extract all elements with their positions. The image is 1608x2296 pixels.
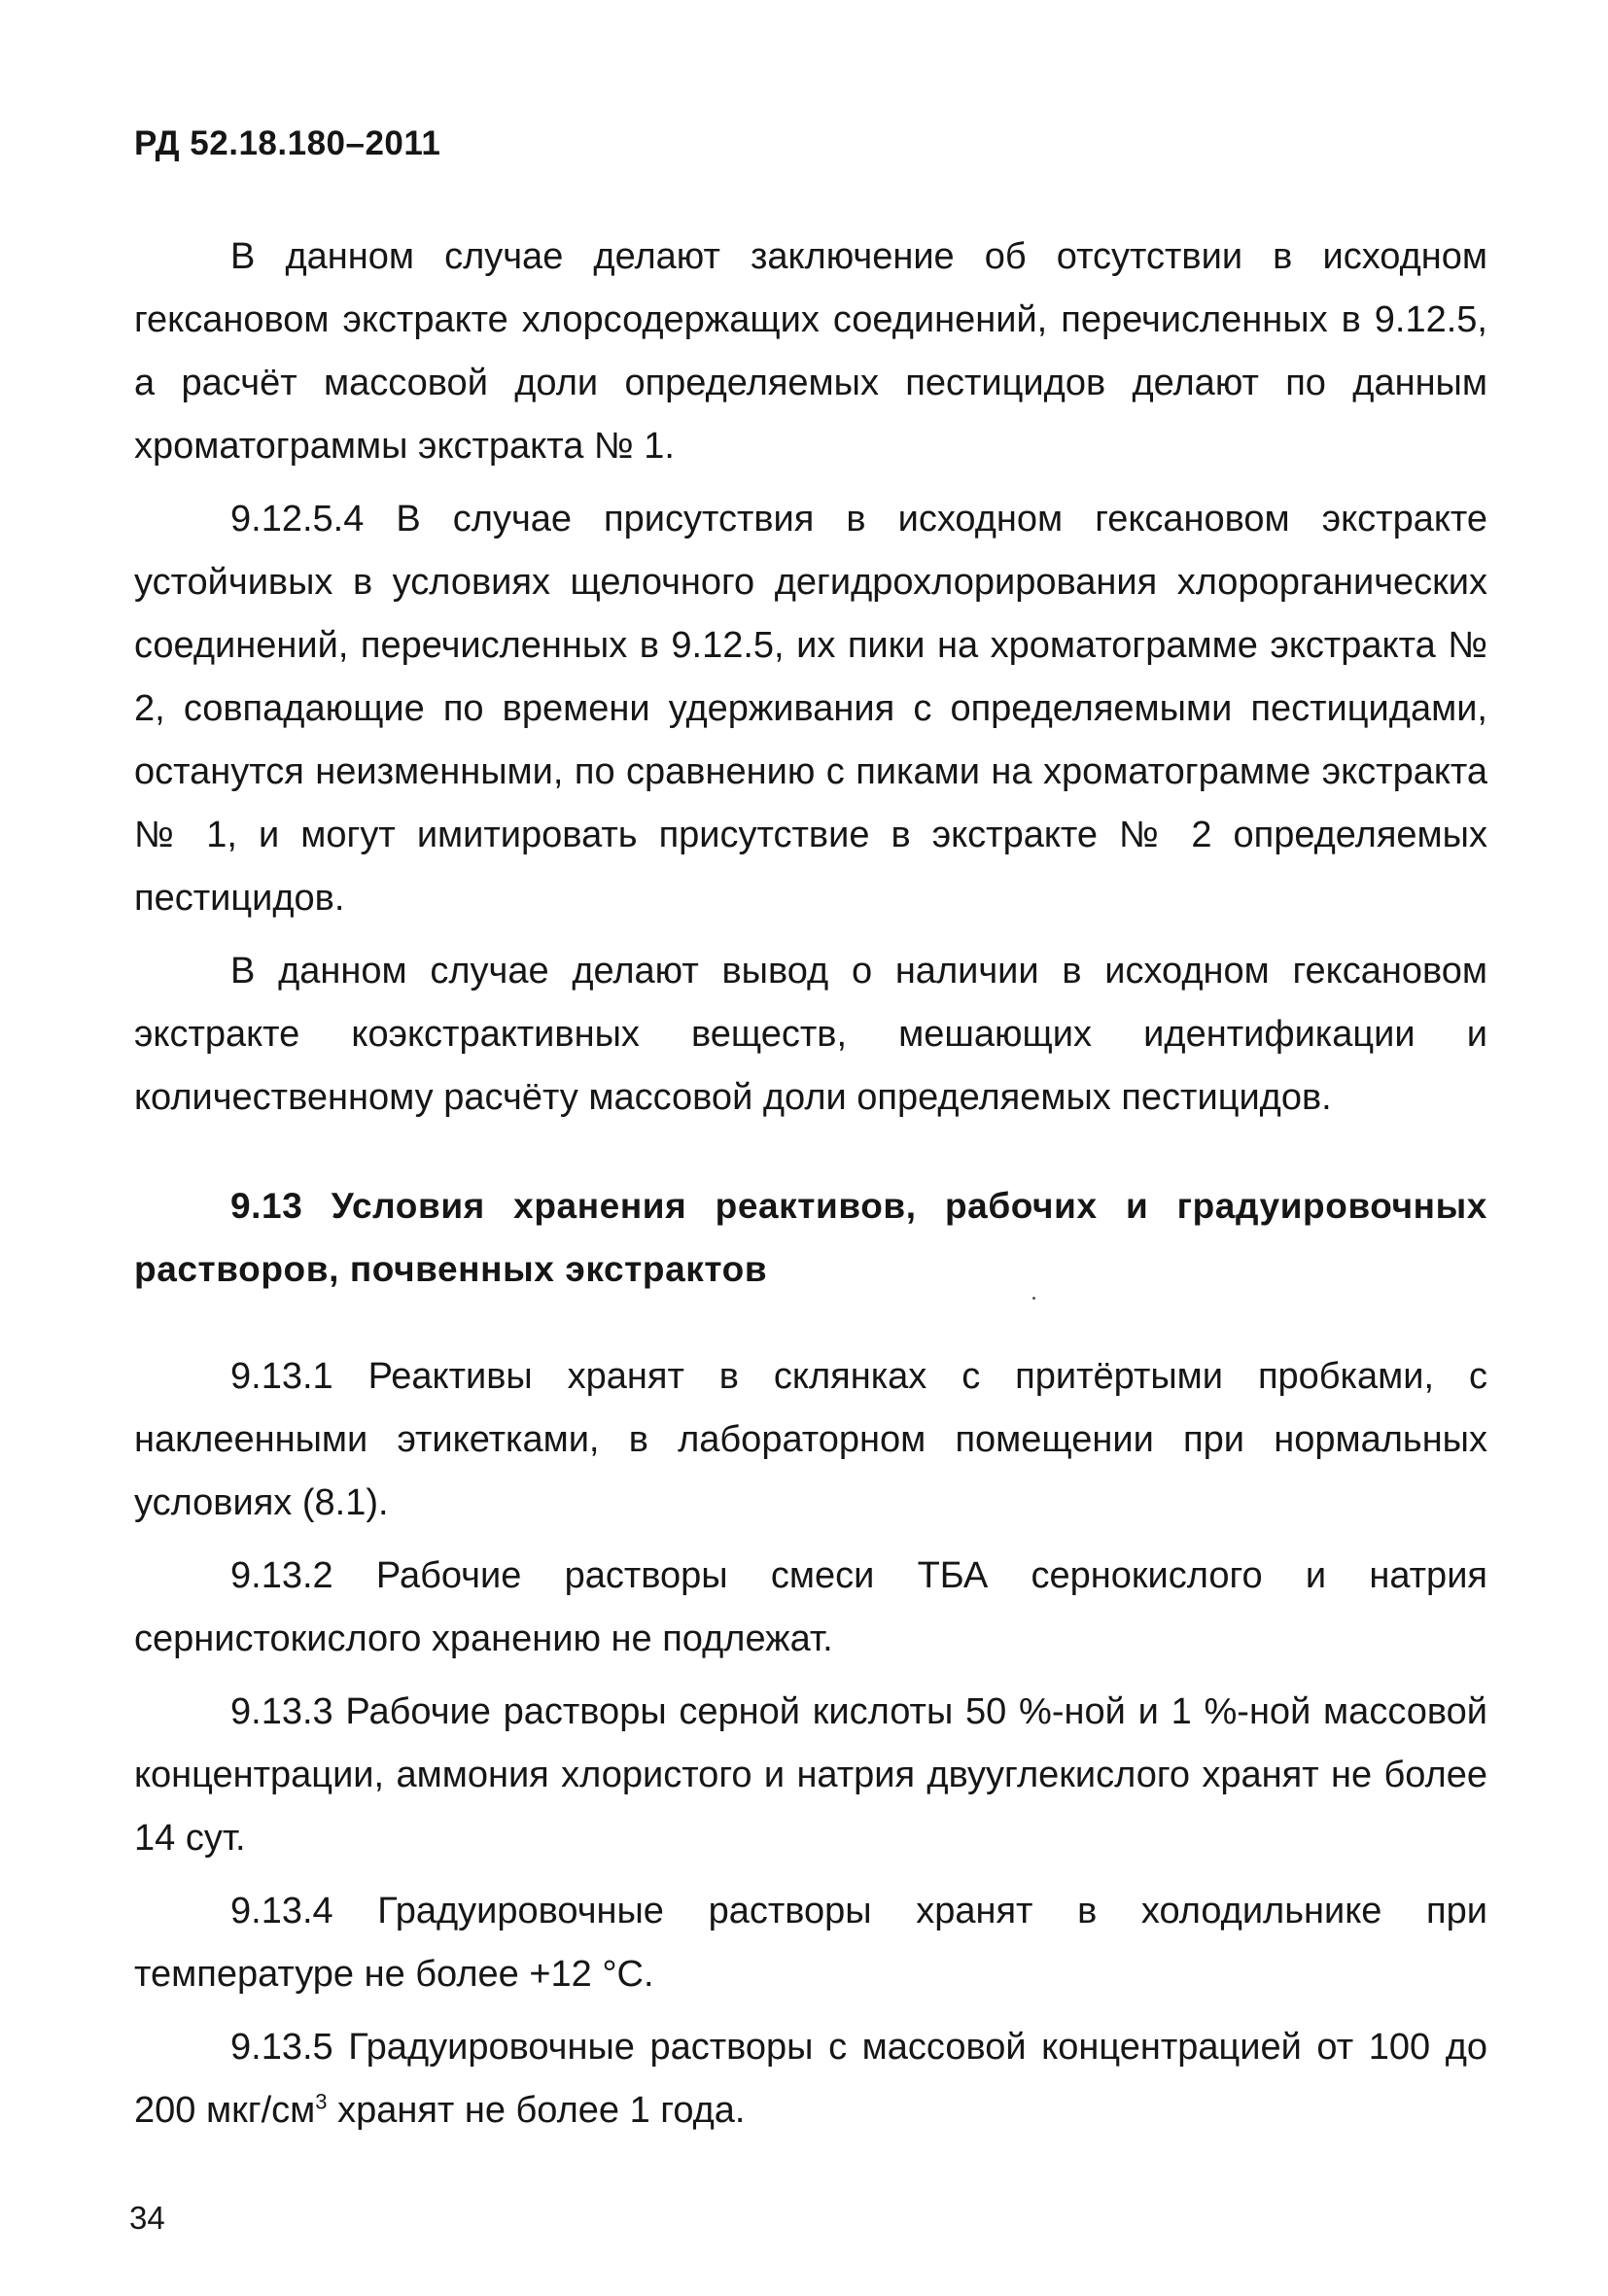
section-heading-9-13: 9.13 Условия хранения реактивов, рабочих и градуировочных растворов, почвенных экстрактов [134,1186,1487,1289]
paragraph-conclusion-presence: В данном случае делают вывод о наличии в исходном гексановом экстракте коэкстрактивных веществ, мешающих идентификации и количественному расчёту массовой доли определяемых пестицидов. [134,951,1487,1118]
paragraph-9-12-5-4: 9.12.5.4 В случае присутствия в исходном гексановом экстракте устойчивых в условиях щелочного дегидрохлорирования хлорорганических соединений, перечисленных в 9.12.5, их пики на хроматограмме экстракта № 2, совпадающие по времени удерживания с определяемыми пестицидами, останутся неизменными, по сравнению с пиками на хроматограмме экстракта № 1, и могут имитировать присутствие в экстракте № 2 определяемых пестицидов. [134,499,1487,919]
paragraph-9-13-5 [134,2016,1487,2142]
page-number: 34 [129,2200,165,2236]
paragraph-9-13-5-text: 9.13.5 Градуировочные растворы с массовой концентрацией от 100 до 200 мкг/см [134,2027,1487,2131]
document-body [134,226,1487,2142]
paragraph-9-13-5-tail: хранят не более 1 года. [327,2090,746,2131]
paragraph-9-13-4: 9.13.4 Градуировочные растворы хранят в холодильнике при температуре не более +12 °С. [134,1891,1487,1995]
document-code: РД 52.18.180–2011 [134,124,441,162]
paragraph-conclusion-absence: В данном случае делают заключение об отсутствии в исходном гексановом экстракте хлорсодержащих соединений, перечисленных в 9.12.5, а расчёт массовой доли определяемых пестицидов делают по данным хроматограммы экстракта № 1. [134,236,1487,467]
unit-superscript: 3 [315,2089,328,2114]
scan-speck [1032,1297,1035,1300]
paragraph-9-13-2: 9.13.2 Рабочие растворы смеси ТБА сернокислого и натрия сернистокислого хранению не подлежат. [134,1555,1487,1659]
paragraph-9-13-3: 9.13.3 Рабочие растворы серной кислоты 50 %-ной и 1 %-ной массовой концентрации, аммония хлористого и натрия двууглекислого хранят не более 14 сут. [134,1691,1487,1859]
paragraph-9-13-1: 9.13.1 Реактивы хранят в склянках с притёртыми пробками, с наклеенными этикетками, в лабораторном помещении при нормальных условиях (8.1). [134,1356,1487,1523]
